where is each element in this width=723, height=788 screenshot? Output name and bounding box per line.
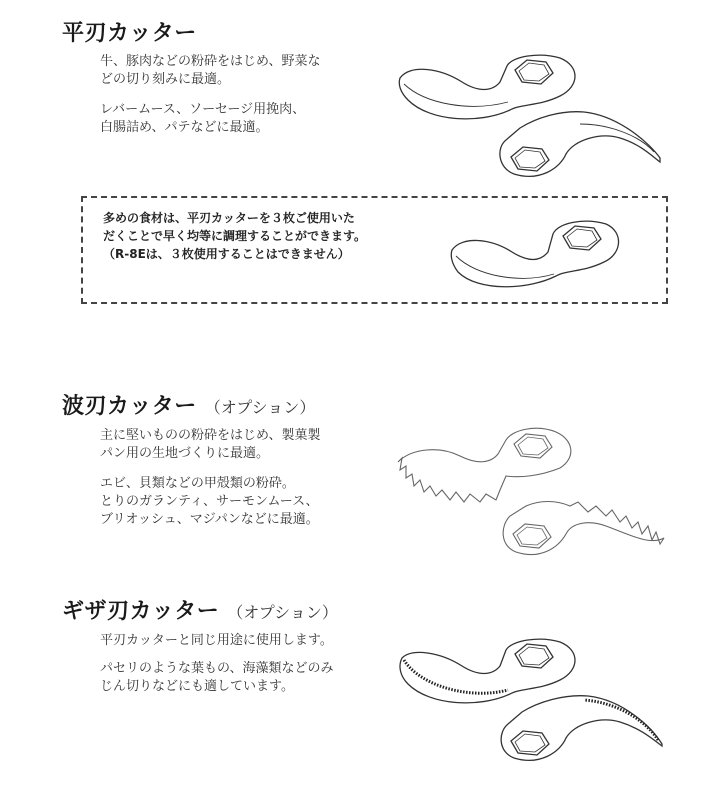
text-line: 牛、豚肉などの粉砕をはじめ、野菜な [100,54,321,69]
wave-blade-description-1 [100,427,320,463]
flat-blade-top [399,55,575,119]
wave-blade-description-2 [100,475,319,529]
text-line: じん切りなどにも適しています。 [100,679,294,694]
option-label: （オプション） [204,398,316,417]
section-title-serrated-blade [62,594,338,625]
section-title-wave-blade [62,389,315,420]
wave-blade-bottom [503,502,664,555]
text-line: 主に堅いものの粉砕をはじめ、製菓製 [100,428,321,443]
option-label: （オプション） [227,603,338,622]
wave-blade-title-text: 波刃カッター [62,394,197,419]
serrated-blade-description-1 [100,632,333,650]
flat-blade-description-1 [100,53,320,89]
text-line: 白腸詰め、パテなどに最適。 [100,120,269,135]
text-line: パセリのような葉もの、海藻類などのみ [100,661,334,676]
text-line: レバームース、ソーセージ用挽肉、 [100,102,306,117]
note-line: だくことで早く均等に調理することができます。 [103,229,367,243]
text-line: エビ、貝類などの甲殻類の粉砕。 [100,476,295,491]
flat-blade-title-text: 平刃カッター [62,21,197,46]
section-title-flat-blade [62,16,197,47]
note-line: 多めの食材は、平刃カッターを３枚ご使用いた [103,211,355,225]
flat-blade-bottom [500,112,660,177]
serrated-blade-title-text: ギザ刃カッター [62,599,220,624]
text-line: ブリオッシュ、マジパンなどに最適。 [100,512,319,527]
text-line: どの切り刻みに最適。 [100,72,231,87]
flat-blade-description-2 [100,101,305,137]
serrated-blade-bottom [501,696,662,761]
wave-blade-top [398,428,571,502]
text-line: 平刃カッターと同じ用途に使用します。 [100,633,333,648]
note-line: （R-8Eは、３枚使用することはできません） [103,247,350,261]
serrated-blade-top [400,639,575,703]
serrated-blade-description-2 [100,660,333,696]
note-text [103,209,366,263]
text-line: パン用の生地づくりに最適。 [100,446,270,461]
text-line: とりのガランティ、サーモンムース、 [100,494,319,509]
